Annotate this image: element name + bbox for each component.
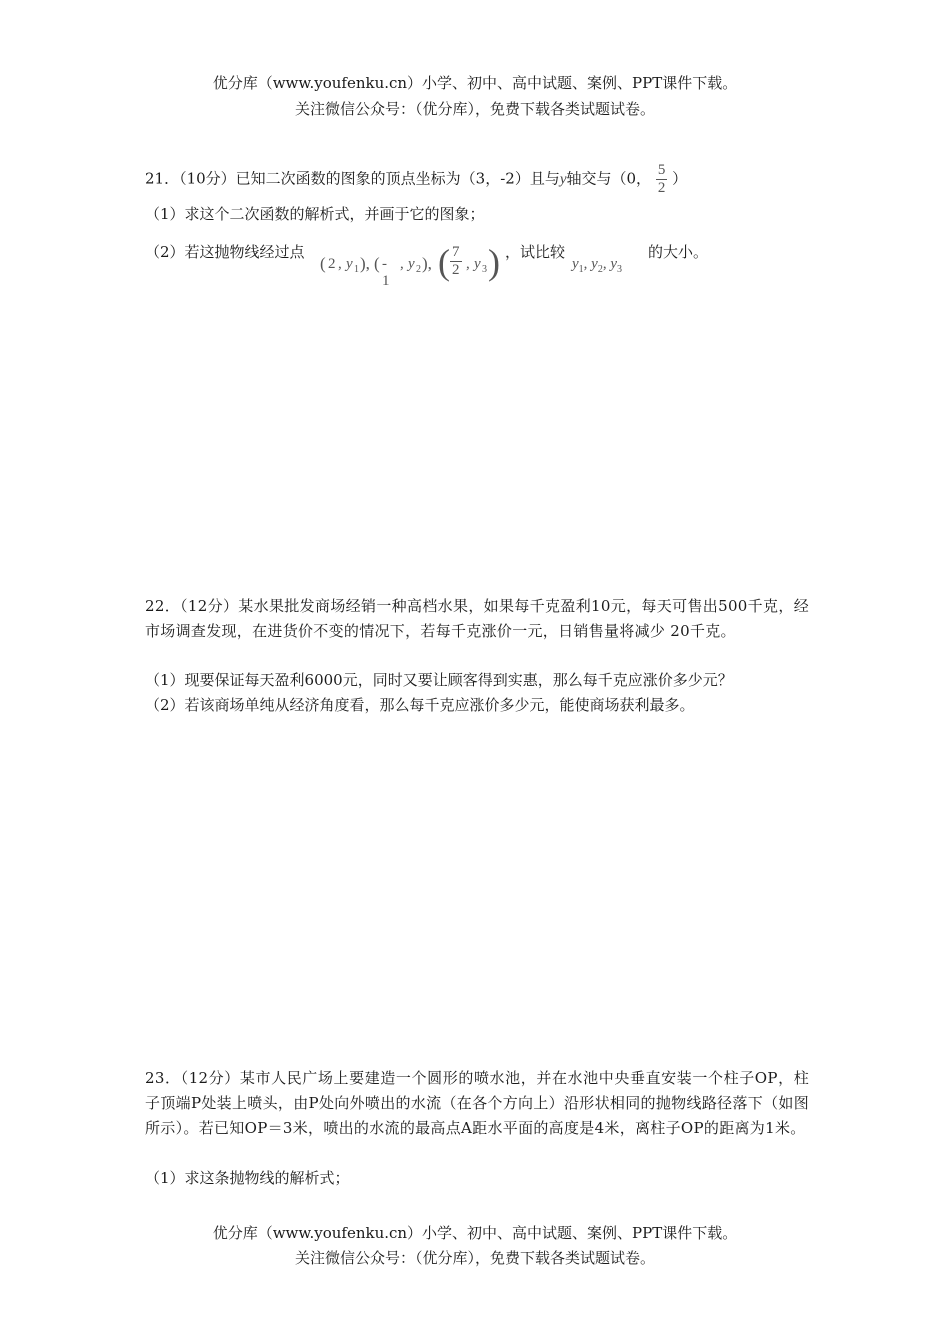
q21-p3-sub: 3 [482,264,487,275]
q21-stem-start: 21．（10分）已知二次函数的图象的顶点坐标为（3，-2）且与 [145,169,560,188]
q22-stem: 22．（12分）某水果批发商场经销一种高档水果，如果每千克盈利10元，每天可售出500千克，经市场调查发现，在进货价不变的情况下，若每千克涨价一元，日销售量将减少 20千克。 [145,597,809,640]
q21-y3-sub: 3 [617,264,623,275]
q22-part2: （2）若该商场单纯从经济角度看，那么每千克应涨价多少元，能使商场获利最多。 [145,696,695,714]
q21-p1-sub: 1 [354,264,359,275]
q21-part2-prefix: （2）若这抛物线经过点 [145,243,305,261]
q21-part2-mid: ，试比较 [505,243,566,261]
q21-frac-den: 2 [657,180,666,196]
q21-y1-sub: 1 [578,264,584,275]
footer-line-1: 优分库（www.youfenku.cn）小学、初中、高中试题、案例、PPT课件下载。 [212,1224,738,1242]
q21-fraction [656,162,668,197]
q21-p2-y: y [408,256,415,272]
q21-part2-suffix: 的大小。 [648,243,709,261]
q23-stem: 23．（12分）某市人民广场上要建造一个圆形的喷水池，并在水池中央垂直安装一个柱子OP，柱子顶端P处装上喷头，由P处向外喷出的水流（在各个方向上）沿形状相同的抛物线路径落下（如图所示）。若已知OP＝3米，喷出的水流的最高点A距水平面的高度是4米，离柱子OP的距离为1米。 [145,1069,809,1137]
q21-p1-x: 2 [328,256,336,272]
q21-p2-x: - 1 [382,256,390,289]
q21-p3-y: y [474,256,481,272]
q21-y3: y [610,256,618,272]
exam-page: 优分库（www.youfenku.cn）小学、初中、高中试题、案例、PPT课件下载。 关注微信公众号：（优分库），免费下载各类试题试卷。 21．（10分）已知二次函数的图象的顶点坐标为（3，-2）且与y轴交与（0， $\frac{5}{2}$ ） （1）求这个二次函数的解析式，并画于它的图象； （2）若这抛物线经过点 ( 2 , y 1 ), ( - 1 , y 2 ), ( $\frac{7}{2}$ , y 3 ) ，试比较 $y_1$, $y_2$, $y_3$ 的大小。 22．（12分）某水果批发商场经销一种高档水果，如果每千克盈利10元，每天可售出500千克，经市场调查发现，在进货价不变的情况下，若每千克涨价一元，日销售量将减少 20千克。 （1）现要保证每天盈利6000元，同时又要让顾客得到实惠，那么每千克应涨价多少元？ （2）若该商场单纯从经济角度看，那么每千克应涨价多少元，能使商场获利最多。 23．（12分）某市人民广场上要建造一个圆形的喷水池，并在水池中央垂直安装一个柱子OP，柱子顶端P处装上喷头，由P处向外喷出的水流（在各个方向上）沿形状相同的抛物线路径落下（如图所示）。若已知OP＝3米，喷出的水流的最高点A距水平面的高度是4米，离柱子OP的距离为1米。 （1）求这条抛物线的解析式； 优分库（www.youfenku.cn）小学、初中、高中试题、案例、PPT课件下载。 关注微信公众号：（优分库），免费下载各类试题试卷。 [0,0,950,1344]
q21-stem [145,162,805,197]
q21-y2-sub: 2 [597,264,603,275]
q21-stem-end: ） [672,169,688,188]
q23-part1: （1）求这条抛物线的解析式； [145,1169,350,1187]
q21-p3-fraction [450,244,462,279]
q21-y-list: $y_1$, $y_2$, $y_3$ [572,256,623,275]
q21-p2-sub: 2 [416,264,421,275]
q21-p3-num: 7 [452,244,460,260]
header-line-2: 关注微信公众号：（优分库），免费下载各类试题试卷。 [294,100,655,118]
q21-part1: （1）求这个二次函数的解析式，并画于它的图象； [145,205,485,223]
q21-frac-num: 5 [657,162,666,178]
q21-y1: y [572,256,579,272]
header-line-1: 优分库（www.youfenku.cn）小学、初中、高中试题、案例、PPT课件下载。 [212,74,738,92]
q21-y2: y [591,256,598,272]
q21-p1-y: y [346,256,353,272]
q21-p3-den: 2 [452,262,460,278]
q21-stem-mid: 轴交与（0， [566,169,652,188]
footer-line-2: 关注微信公众号：（优分库），免费下载各类试题试卷。 [294,1249,655,1267]
q22-part1: （1）现要保证每天盈利6000元，同时又要让顾客得到实惠，那么每千克应涨价多少元？ [145,671,733,689]
q21-var-y: y [559,171,567,188]
